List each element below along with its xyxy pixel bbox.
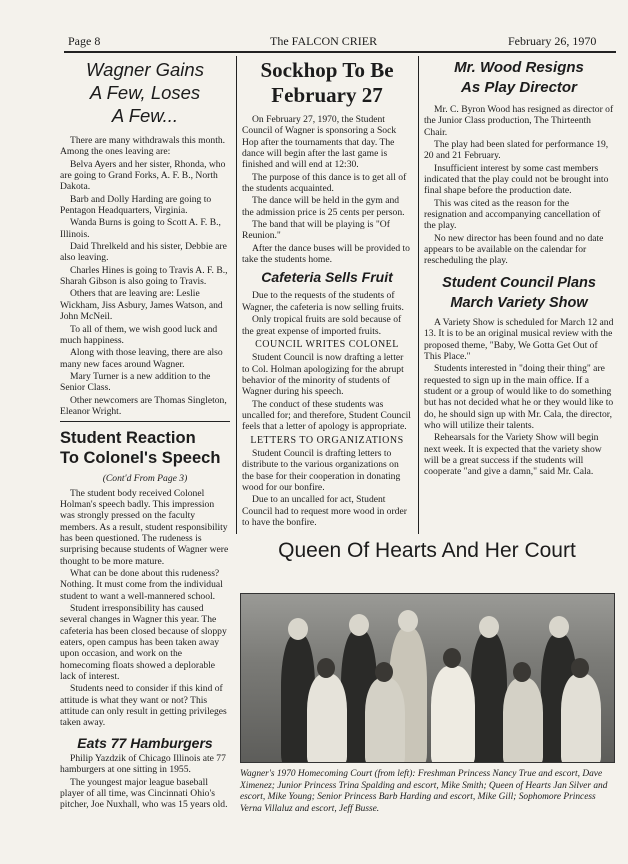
council-subhead: COUNCIL WRITES COLONEL: [255, 338, 399, 350]
paper-name: The FALCON CRIER: [270, 34, 378, 48]
wood-headline-line-2: As Play Director: [461, 79, 577, 96]
paragraph: Due to the requests of the students of Wagner, the cafeteria is now selling fruits.: [242, 290, 404, 313]
reaction-article: [60, 488, 230, 729]
reaction-headline: [60, 428, 230, 468]
figure-head: [513, 662, 531, 682]
paragraph: A Variety Show is scheduled for March 12 and 13. It is to be an original musical review with the proposed theme, "Baby, We Gotta Get Out of This Place.": [424, 316, 614, 362]
wood-headline: [424, 58, 614, 98]
cafeteria-headline: Cafeteria Sells Fruit: [261, 269, 393, 286]
column-3: [424, 58, 614, 479]
paragraph: Student Council is now drafting a letter to Col. Holman apologizing for the abrupt behavior of the minority of students of Wagner during his speech.: [242, 352, 404, 398]
wagner-headline-line-2: A Few, Loses: [89, 82, 201, 103]
figure-head: [375, 662, 393, 682]
issue-date: February 26, 1970: [508, 34, 597, 48]
paragraph: No new director has been found and no date appears to be available on the calendar for rescheduling the play.: [424, 232, 604, 267]
paragraph: There are many withdrawals this month. Among the ones leaving are:: [60, 135, 226, 158]
paragraph: Wanda Burns is going to Scott A. F. B., Illinois.: [60, 217, 221, 240]
paragraph: Barb and Dolly Harding are going to Pentagon Headquarters, Virginia.: [60, 193, 212, 217]
paragraph: Due to an uncalled for act, Student Council had to request more wood in order to have the bonfire.: [242, 494, 407, 528]
paragraph: The purpose of this dance is to get all of the students acquainted.: [242, 171, 407, 195]
paragraph: Daid Threlkeld and his sister, Debbie are also leaving.: [60, 241, 227, 264]
paragraph: What can be done about this rudeness? Nothing. It must come from the individual student to want a well-mannered school.: [60, 568, 223, 602]
paragraph: Student irresponsibility has caused several changes in Wagner this year. The cafeteria has been closed because of sloppy eaters, open campus has been taken away upon occasion, and work on the homecoming floats showed a deplorable lack of interest.: [60, 603, 227, 683]
cafeteria-article: [242, 290, 412, 336]
paragraph: Rehearsals for the Variety Show will begin next week. It is expected that the variety show will be a great success if the students will cooperate "and give a damn," said Mr. Cala.: [424, 432, 602, 478]
variety-headline-line-2: March Variety Show: [450, 294, 588, 311]
eats-article: [60, 753, 230, 811]
figure: [307, 674, 347, 763]
wagner-headline-line-3: A Few...: [111, 105, 179, 126]
section-rule: [60, 421, 230, 422]
figure-head: [349, 614, 369, 636]
column-rule-1: [236, 56, 237, 534]
paragraph: To all of them, we wish good luck and much happiness.: [60, 323, 218, 346]
photo-caption: Wagner's 1970 Homecoming Court (from left): Freshman Princess Nancy True and escort, Dave Ximenez; Junior Princess Trina Spalding and escort, Mike Smith; Queen of Hearts Jan Silver and escort, Mike Young; Senior Princess Barb Harding and escort, Mike Gill; Sophomore Princess Verna Villaluz and escort, Jeff Busse.: [240, 769, 608, 814]
paragraph: Charles Hines is going to Travis A. F. B., Sharah Gibson is also going to Travis.: [60, 264, 228, 288]
figure: [471, 632, 507, 763]
figure: [431, 666, 475, 763]
paragraph: Along with those leaving, there are also many new faces around Wagner.: [60, 347, 223, 370]
sockhop-headline-line-2: February 27: [271, 83, 383, 107]
queen-headline: Queen Of Hearts And Her Court: [278, 539, 576, 562]
wagner-headline-line-1: Wagner Gains: [86, 59, 204, 80]
page-number: Page 8: [68, 34, 101, 48]
column-rule-2: [418, 56, 419, 534]
paragraph: Others that are leaving are: Leslie Wickham, Jiss Asbury, James Watson, and John McNeil.: [60, 288, 223, 323]
paragraph: The youngest major league baseball player of all time, was Cincinnati Ohio's pitcher, Joe Nuxhall, who was 15 years old.: [60, 776, 228, 811]
paragraph: Only tropical fruits are sold because of the great expense of imported fruits.: [242, 314, 402, 337]
figure-head: [549, 616, 569, 638]
paragraph: Belva Ayers and her sister, Rhonda, who are going to Grand Forks, A. F. B., North Dakota.: [60, 158, 226, 193]
paragraph: The student body received Colonel Holman's speech badly. This impression was strongly pressed on the faculty members. As a result, student responsibility has been questioned. The rudeness is surprising because students of Wagner were thought to be more mature.: [60, 487, 229, 567]
wood-headline-line-1: Mr. Wood Resigns: [454, 59, 584, 76]
paragraph: Other newcomers are Thomas Singleton, Eleanor Wright.: [60, 394, 227, 417]
eats-headline: Eats 77 Hamburgers: [77, 734, 213, 751]
paragraph: Students interested in "doing their thing" are requested to sign up in the main office. If a student or a group of would like to do something but has not decided what he or they would like to do, he should sign up with Mr. Cala, the director, who will utilize their talents.: [424, 363, 614, 431]
column-2: [242, 58, 412, 529]
figure-head: [443, 648, 461, 668]
paragraph: Students need to consider if this kind of attitude is what they want or not? This attitude can only result in getting privileges taken away.: [60, 683, 227, 729]
masthead-rule: [64, 51, 616, 53]
figure-head: [571, 658, 589, 678]
letters-article: [242, 448, 412, 528]
figure-head: [479, 616, 499, 638]
figure: [365, 678, 405, 763]
paragraph: On February 27, 1970, the Student Council of Wagner is sponsoring a Sock Hop after the tournaments that day. The dance will begin after the last game is finished and will end at 12:30.: [242, 114, 397, 171]
reaction-headline-line-2: To Colonel's Speech: [60, 449, 221, 468]
paragraph: Philip Yazdzik of Chicago Illinois ate 77 hamburgers at one sitting in 1955.: [60, 752, 226, 776]
wagner-headline: [60, 58, 230, 127]
paragraph: The band that will be playing is "Of Reunion.": [242, 219, 390, 242]
paragraph: The play had been slated for performance 19, 20 and 21 February.: [424, 139, 609, 162]
paragraph: Student Council is drafting letters to distribute to the various organizations on the base for their cooperation in donating wood for our bonfire.: [242, 447, 401, 493]
paragraph: Mary Turner is a new addition to the Senior Class.: [60, 370, 211, 394]
paragraph: This was cited as the reason for the resignation and accompanying cancellation of the play.: [424, 197, 601, 232]
variety-headline: [424, 273, 614, 313]
reaction-headline-line-1: Student Reaction: [60, 429, 196, 448]
paragraph: The dance will be held in the gym and the admission price is 25 cents per person.: [242, 195, 405, 218]
paragraph: The conduct of these students was uncalled for; and therefore, Student Council feels that a letter of apology is appropriate.: [242, 398, 411, 433]
paragraph: After the dance buses will be provided to take the students home.: [242, 242, 410, 266]
figure: [561, 674, 601, 763]
continued-note: (Cont'd From Page 3): [102, 473, 188, 485]
wood-article: [424, 104, 614, 267]
sockhop-article: [242, 114, 412, 265]
figure-head: [288, 618, 308, 640]
council-article: [242, 352, 412, 432]
homecoming-court-photo: [240, 593, 615, 763]
figure-head: [317, 658, 335, 678]
figure-head: [398, 610, 418, 632]
variety-article: [424, 317, 614, 478]
sockhop-headline-line-1: Sockhop To Be: [260, 58, 394, 82]
column-1: [60, 58, 230, 812]
paragraph: Mr. C. Byron Wood has resigned as director of the Junior Class production, The Thirteenth Chair.: [424, 104, 614, 138]
letters-subhead: LETTERS TO ORGANIZATIONS: [250, 434, 404, 446]
paragraph: Insufficient interest by some cast members indicated that the play could not be brought into final shape before the production date.: [424, 162, 609, 197]
wagner-article: [60, 135, 230, 417]
variety-headline-line-1: Student Council Plans: [442, 274, 596, 291]
figure: [503, 678, 543, 763]
sockhop-headline: [242, 58, 412, 108]
